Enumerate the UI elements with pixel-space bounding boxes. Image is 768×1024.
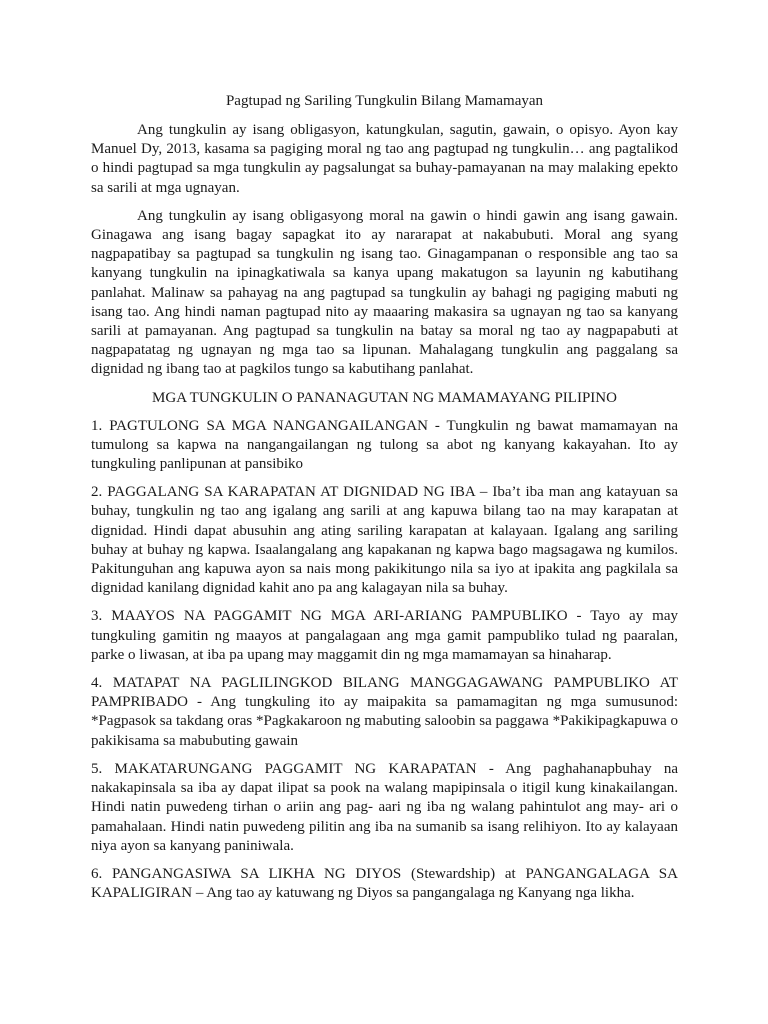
document-title: Pagtupad ng Sariling Tungkulin Bilang Mamamayan	[225, 93, 544, 109]
section-heading: MGA TUNGKULIN O PANANAGUTAN NG MAMAMAYANG PILIPINO	[152, 389, 617, 406]
list-item-5: 5. MAKATARUNGANG PAGGAMIT NG KARAPATAN - Ang paghahanapbuhay na nakakapinsala sa iba ay dapat ilipat sa pook na walang mapipinsala o itigil kung kinakailangan. Hindi natin puwedeng tirhan o ariin ang pag- aari ng iba ng walang pahintulot ang may- ari o pamahalaan. Hindi natin puwedeng pilitin ang iba na sumanib sa isang relihiyon. Ito ay kalayaan niya ayon sa kanyang paniniwala.	[91, 760, 678, 854]
list-item-6: 6. PANGANGASIWA SA LIKHA NG DIYOS (Stewardship) at PANGANGALAGA SA KAPALIGIRAN – Ang tao ay katuwang ng Diyos sa pangangalaga ng Kanyang nga likha.	[91, 865, 678, 902]
list-item-3: 3. MAAYOS NA PAGGAMIT NG MGA ARI-ARIANG PAMPUBLIKO - Tayo ay may tungkuling gamitin ng maayos at pangalagaan ang mga gamit pampubliko tulad ng paaralan, parke o liwasan, at iba pa upang may maggamit din ng mga mamamayan sa hinaharap.	[91, 608, 678, 663]
list-item-1: 1. PAGTULONG SA MGA NANGANGAILANGAN - Tungkulin ng bawat mamamayan na tumulong sa kapwa na nangangailangan ng tulong sa abot ng kanyang kakayahan. Ito ay tungkuling panlipunan at pansibiko	[91, 417, 678, 473]
list-item-2: 2. PAGGALANG SA KARAPATAN AT DIGNIDAD NG IBA – Iba’t iba man ang katayuan sa buhay, tungkulin ng tao ang igalang ang sarili at ang kapuwa bilang tao na may karapatan at dignidad. Hindi dapat abusuhin ang ating sariling karapatan at kalayaan. Igalang ang sariling buhay at buhay ng kapwa. Isaalangalang ang kapakanan ng kapwa bago magsagawa ng kumilos. Pakitunguhan ang kapuwa ayon sa nais mong pakikitungo nila sa iyo at ipakita ang pagkilala sa dignidad kanilang dignidad kahit ano pa ang kalagayan nila sa buhay.	[91, 484, 678, 597]
intro-paragraph-1: Ang tungkulin ay isang obligasyon, katungkulan, sagutin, gawain, o opisyo. Ayon kay Manuel Dy, 2013, kasama sa pagiging moral ng tao ang pagtupad ng tungkulin… ang pagtalikod o hindi pagtupad sa mga tungkulin ay pagsalungat sa buhay-pamayanan na may malaking epekto sa sarili at mga ugnayan.	[91, 122, 678, 196]
intro-paragraph-2: Ang tungkulin ay isang obligasyong moral na gawin o hindi gawin ang isang gawain. Ginagawa ang isang bagay sapagkat ito ay nararapat at nakabubuti. Moral ang syang nagpapatibay sa pagtupad sa tungkulin ng isang tao. Ginagampanan o responsible ang tao sa kanyang tungkulin na ipinagkatiwala sa kanya upang makatugon sa layunin ng kabutihang panlahat. Malinaw sa pahayag na ang pagtupad sa tungkulin ay bahagi ng pagiging mabuti ng isang tao. Ang hindi naman pagtupad nito ay maaaring makasira sa ugnayan ng tao sa kanyang sarili at pamayanan. Ang pagtupad sa tungkulin na batay sa moral ng tao ay nagpapabuti at nagpapatatag ng ugnayan ng mga tao sa lipunan. Mahalagang tungkulin ang paggalang sa dignidad ng ibang tao at pagkilos tungo sa kabutihang panlahat.	[91, 207, 678, 378]
list-item-4: 4. MATAPAT NA PAGLILINGKOD BILANG MANGGAGAWANG PAMPUBLIKO AT PAMPRIBADO - Ang tungkuling ito ay maipakita sa pamamagitan ng mga sumusunod: *Pagpasok sa takdang oras *Pagkakaroon ng mabuting saloobin sa paggawa *Pakikipagkapuwa o pakikisama sa mabubuting gawain	[91, 675, 678, 749]
